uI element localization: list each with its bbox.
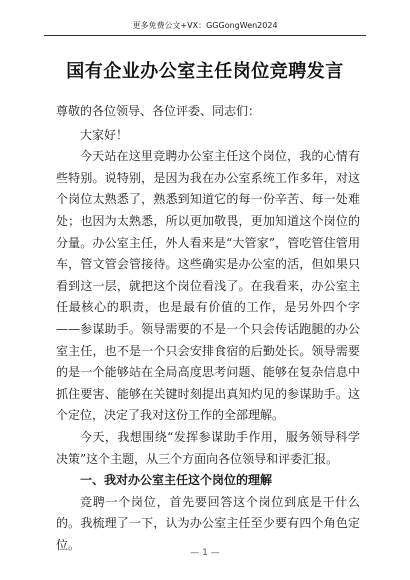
section-heading: 一、我对办公室主任这个岗位的理解 bbox=[80, 473, 273, 488]
body-paragraph: 今天，我想围绕“发挥参谋助手作用，服务领导科学决策”这个主题，从三个方面向各位领导和评委汇报。 bbox=[56, 429, 360, 466]
header-note: 更多免费公文+VX：GGGongWen2024 bbox=[132, 21, 278, 30]
section-paragraph: 竞聘一个岗位，首先要回答这个岗位到底是干什么的。我梳理了一下，认为办公室主任至少要有四个角色定位。 bbox=[56, 494, 360, 552]
greeting-paragraph: 大家好！ bbox=[80, 127, 129, 142]
document-body bbox=[56, 101, 360, 556]
header-divider bbox=[44, 35, 366, 36]
document-title: 国有企业办公室主任岗位竞聘发言 bbox=[66, 61, 344, 82]
body-paragraph: 今天站在这里竞聘办公室主任这个岗位，我的心情有些特别。说特别，是因为我在办公室系统工作多年，对这个岗位太熟悉了，熟悉到知道它的每一份辛苦、每一处难处；也因为太熟悉，所以更加敬畏，更加知道这个岗位的分量。办公室主任，外人看来是“大管家”，管吃管住管用车，管文管会管接待。这些确实是办公室的活，但如果只看到这一层，就把这个岗位看浅了。在我看来，办公室主任最核心的职责，也是最有价值的工作，是另外四个字——参谋助手。领导需要的不是一个只会传话跑腿的办公室主任，也不是一个只会安排食宿的后勤处长。领导需要的是一个能够站在全局高度思考问题、能够在复杂信息中抓住要害、能够在关键时刻提出真知灼见的参谋助手。这个定位，决定了我对这份工作的全部理解。 bbox=[56, 149, 360, 423]
page-number: — 1 — bbox=[190, 548, 220, 558]
salutation: 尊敬的各位领导、各位评委、同志们： bbox=[56, 104, 261, 118]
